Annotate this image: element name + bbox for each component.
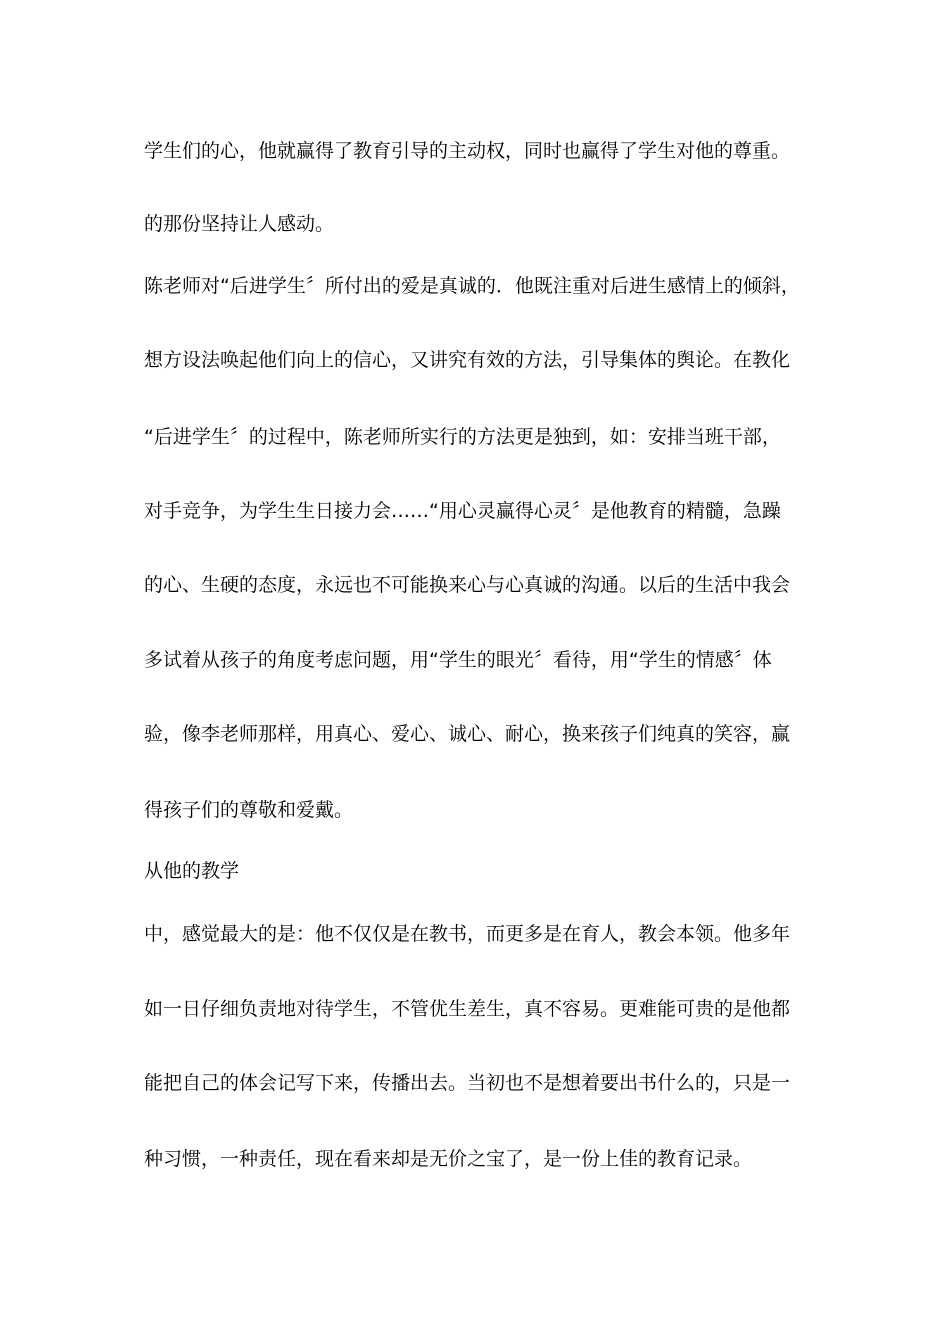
text-line: 陈老师对“后进学生〞所付出的爱是真诚的．他既注重对后进生感情上的倾斜， (144, 275, 800, 297)
text-line: 中，感觉最大的是：他不仅仅是在教书，而更多是在育人，教会本领。他多年 (144, 923, 791, 945)
text-line: 学生们的心，他就赢得了教育引导的主动权，同时也赢得了学生对他的尊重。 (144, 140, 791, 162)
text-line: 从他的教学 (144, 860, 240, 882)
text-line: 得孩子们的尊敬和爱戴。 (144, 799, 354, 821)
text-line: 如一日仔细负责地对待学生，不管优生差生，真不容易。更难能可贵的是他都 (144, 998, 791, 1020)
text-line: “后进学生〞的过程中，陈老师所实行的方法更是独到，如：安排当班干部， (144, 426, 781, 448)
text-line: 多试着从孩子的角度考虑问题，用“学生的眼光〞看待，用“学生的情感〞体 (144, 649, 772, 671)
text-line: 想方设法唤起他们向上的信心，又讲究有效的方法，引导集体的舆论。在教化 (144, 349, 791, 371)
text-line: 验，像李老师那样，用真心、爱心、诚心、耐心，换来孩子们纯真的笑容，赢 (144, 723, 791, 745)
text-line: 种习惯，一种责任，现在看来却是无价之宝了，是一份上佳的教育记录。 (144, 1148, 753, 1170)
text-line: 对手竞争，为学生生日接力会……“用心灵赢得心灵〞是他教育的精髓，急躁 (144, 500, 781, 522)
text-line: 能把自己的体会记写下来，传播出去。当初也不是想着要出书什么的，只是一 (144, 1072, 791, 1094)
text-line: 的心、生硬的态度，永远也不可能换来心与心真诚的沟通。以后的生活中我会 (144, 574, 791, 596)
text-line: 的那份坚持让人感动。 (144, 213, 335, 235)
